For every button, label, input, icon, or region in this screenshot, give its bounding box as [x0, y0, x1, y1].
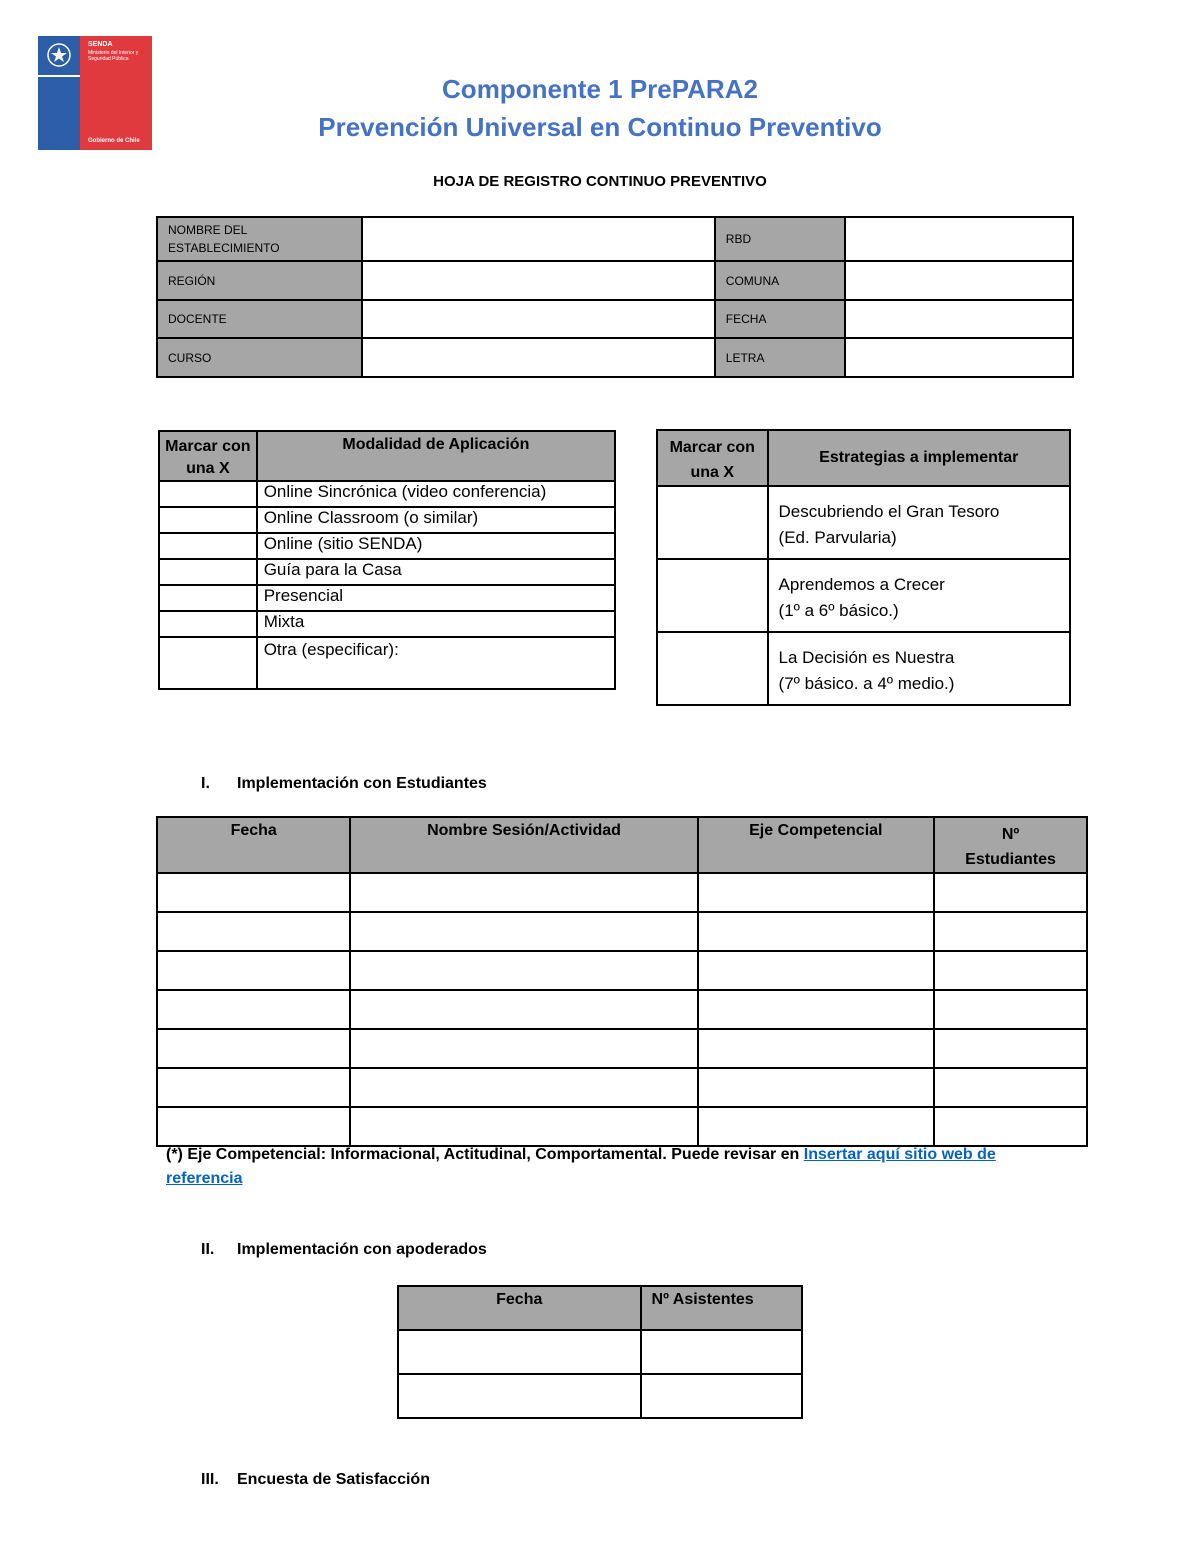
table-cell[interactable]: [157, 912, 350, 951]
table-cell[interactable]: [398, 1330, 641, 1374]
modalidad-option: Presencial: [257, 585, 615, 611]
table-cell[interactable]: [934, 912, 1087, 951]
table-row: [157, 1068, 1087, 1107]
mark-cell[interactable]: [657, 632, 768, 705]
col-estrategias: Estrategias a implementar: [768, 430, 1070, 486]
mark-cell[interactable]: [657, 559, 768, 632]
table-cell[interactable]: [350, 1029, 697, 1068]
table-cell[interactable]: [698, 990, 934, 1029]
section-number: III.: [201, 1471, 219, 1488]
estudiantes-table: [156, 816, 1088, 1147]
table-row: [159, 431, 615, 481]
estrategia-name: Descubriendo el Gran Tesoro: [778, 502, 1000, 521]
col-fecha: Fecha: [157, 817, 350, 873]
section-title: Encuesta de Satisfacción: [237, 1471, 430, 1488]
mark-cell[interactable]: [159, 637, 257, 689]
mark-cell[interactable]: [657, 486, 768, 559]
col-n-estudiantes: Nº Estudiantes: [934, 817, 1087, 873]
label-curso: CURSO: [157, 338, 362, 377]
modalidad-option: Online Classroom (o similar): [257, 507, 615, 533]
apoderados-table: [397, 1285, 803, 1419]
info-table: [156, 216, 1074, 378]
mark-cell[interactable]: [159, 585, 257, 611]
table-cell[interactable]: [157, 873, 350, 912]
docente-field[interactable]: [362, 300, 715, 338]
table-cell[interactable]: [934, 1029, 1087, 1068]
table-cell[interactable]: [934, 1068, 1087, 1107]
section-number: I.: [201, 775, 210, 792]
table-cell[interactable]: [698, 951, 934, 990]
table-row: [159, 585, 615, 611]
table-row: [157, 990, 1087, 1029]
mark-cell[interactable]: [159, 559, 257, 585]
modalidad-option: Otra (especificar):: [257, 637, 615, 689]
table-row: [157, 217, 1073, 261]
eje-competencial-note: [166, 1143, 1026, 1191]
note-text: (*) Eje Competencial: Informacional, Actitudinal, Comportamental. Puede revisar en: [166, 1146, 804, 1163]
letra-field[interactable]: [845, 338, 1073, 377]
table-row: [157, 300, 1073, 338]
page-title: Componente 1 PrePARA2: [442, 74, 758, 104]
table-cell[interactable]: [398, 1374, 641, 1418]
table-cell[interactable]: [350, 912, 697, 951]
mark-cell[interactable]: [159, 507, 257, 533]
estrategia-level: (1º a 6º básico.): [778, 601, 899, 620]
form-heading: HOJA DE REGISTRO CONTINUO PREVENTIVO: [433, 173, 767, 190]
table-row: [398, 1374, 802, 1418]
table-row: [657, 486, 1070, 559]
modalidad-option: Online Sincrónica (video conferencia): [257, 481, 615, 507]
table-row: [159, 611, 615, 637]
label-docente: DOCENTE: [157, 300, 362, 338]
table-cell[interactable]: [641, 1374, 802, 1418]
table-cell[interactable]: [698, 1029, 934, 1068]
reference-link[interactable]: Insertar aquí sitio web de referencia: [166, 1146, 996, 1187]
mark-cell[interactable]: [159, 533, 257, 559]
table-cell[interactable]: [934, 990, 1087, 1029]
estrategias-table: [656, 429, 1071, 706]
col-marcar: Marcar con una X: [657, 430, 768, 486]
table-cell[interactable]: [698, 1107, 934, 1146]
col-fecha: Fecha: [398, 1286, 641, 1330]
table-cell[interactable]: [934, 951, 1087, 990]
modalidad-option: Guía para la Casa: [257, 559, 615, 585]
label-letra: LETRA: [715, 338, 845, 377]
table-row: [159, 507, 615, 533]
table-cell[interactable]: [641, 1330, 802, 1374]
establecimiento-field[interactable]: [362, 217, 715, 261]
col-modalidad: Modalidad de Aplicación: [257, 431, 615, 481]
region-field[interactable]: [362, 261, 715, 300]
logo-brand: SENDA: [88, 41, 113, 48]
rbd-field[interactable]: [845, 217, 1073, 261]
mark-cell[interactable]: [159, 611, 257, 637]
col-marcar: Marcar con una X: [159, 431, 257, 481]
table-row: [157, 817, 1087, 873]
chile-crest-icon: [44, 40, 74, 70]
table-row: [157, 338, 1073, 377]
label-fecha: FECHA: [715, 300, 845, 338]
comuna-field[interactable]: [845, 261, 1073, 300]
modalidad-table: [158, 430, 616, 690]
label-region: REGIÓN: [157, 261, 362, 300]
estrategia-level: (Ed. Parvularia): [778, 528, 897, 547]
table-row: [157, 261, 1073, 300]
table-cell[interactable]: [157, 990, 350, 1029]
section-number: II.: [201, 1241, 215, 1258]
table-row: [157, 1107, 1087, 1146]
table-row: [398, 1286, 802, 1330]
col-nombre-sesion: Nombre Sesión/Actividad: [350, 817, 697, 873]
estrategia-name: La Decisión es Nuestra: [778, 648, 955, 667]
label-comuna: COMUNA: [715, 261, 845, 300]
modalidad-option: Online (sitio SENDA): [257, 533, 615, 559]
estrategia-option: [768, 486, 1070, 559]
table-cell[interactable]: [157, 1068, 350, 1107]
table-row: [159, 533, 615, 559]
page-subtitle: Prevención Universal en Continuo Preventivo: [318, 112, 882, 142]
label-rbd: RBD: [715, 217, 845, 261]
table-row: [159, 637, 615, 689]
table-cell[interactable]: [934, 1107, 1087, 1146]
section-title: Implementación con Estudiantes: [237, 775, 487, 792]
table-row: [157, 912, 1087, 951]
estrategia-name: Aprendemos a Crecer: [778, 575, 945, 594]
section-title: Implementación con apoderados: [237, 1241, 487, 1258]
section-2-heading: [201, 1241, 487, 1259]
table-cell[interactable]: [350, 951, 697, 990]
table-cell[interactable]: [157, 1107, 350, 1146]
table-row: [657, 632, 1070, 705]
table-cell[interactable]: [350, 1107, 697, 1146]
col-n-asistentes: Nº Asistentes: [641, 1286, 802, 1330]
table-cell[interactable]: [934, 873, 1087, 912]
section-3-heading: [201, 1471, 430, 1489]
col-eje-competencial: Eje Competencial: [698, 817, 934, 873]
table-cell[interactable]: [350, 873, 697, 912]
table-row: [657, 430, 1070, 486]
table-row: [157, 1029, 1087, 1068]
section-1-heading: [201, 775, 487, 793]
table-cell[interactable]: [698, 1068, 934, 1107]
mark-cell[interactable]: [159, 481, 257, 507]
estrategia-level: (7º básico. a 4º medio.): [778, 674, 955, 693]
table-cell[interactable]: [698, 873, 934, 912]
table-cell[interactable]: [157, 951, 350, 990]
table-row: [398, 1330, 802, 1374]
logo-government: Gobierno de Chile: [88, 138, 140, 144]
table-row: [159, 481, 615, 507]
table-cell[interactable]: [350, 1068, 697, 1107]
estrategia-option: [768, 632, 1070, 705]
logo-ministry: Ministerio del Interior y Seguridad Pública: [88, 50, 139, 62]
label-establecimiento: NOMBRE DEL ESTABLECIMIENTO: [157, 217, 362, 261]
table-cell[interactable]: [350, 990, 697, 1029]
estrategia-option: [768, 559, 1070, 632]
modalidad-option: Mixta: [257, 611, 615, 637]
fecha-field[interactable]: [845, 300, 1073, 338]
table-row: [159, 559, 615, 585]
table-row: [157, 951, 1087, 990]
curso-field[interactable]: [362, 338, 715, 377]
table-cell[interactable]: [157, 1029, 350, 1068]
table-cell[interactable]: [698, 912, 934, 951]
table-row: [157, 873, 1087, 912]
table-row: [657, 559, 1070, 632]
